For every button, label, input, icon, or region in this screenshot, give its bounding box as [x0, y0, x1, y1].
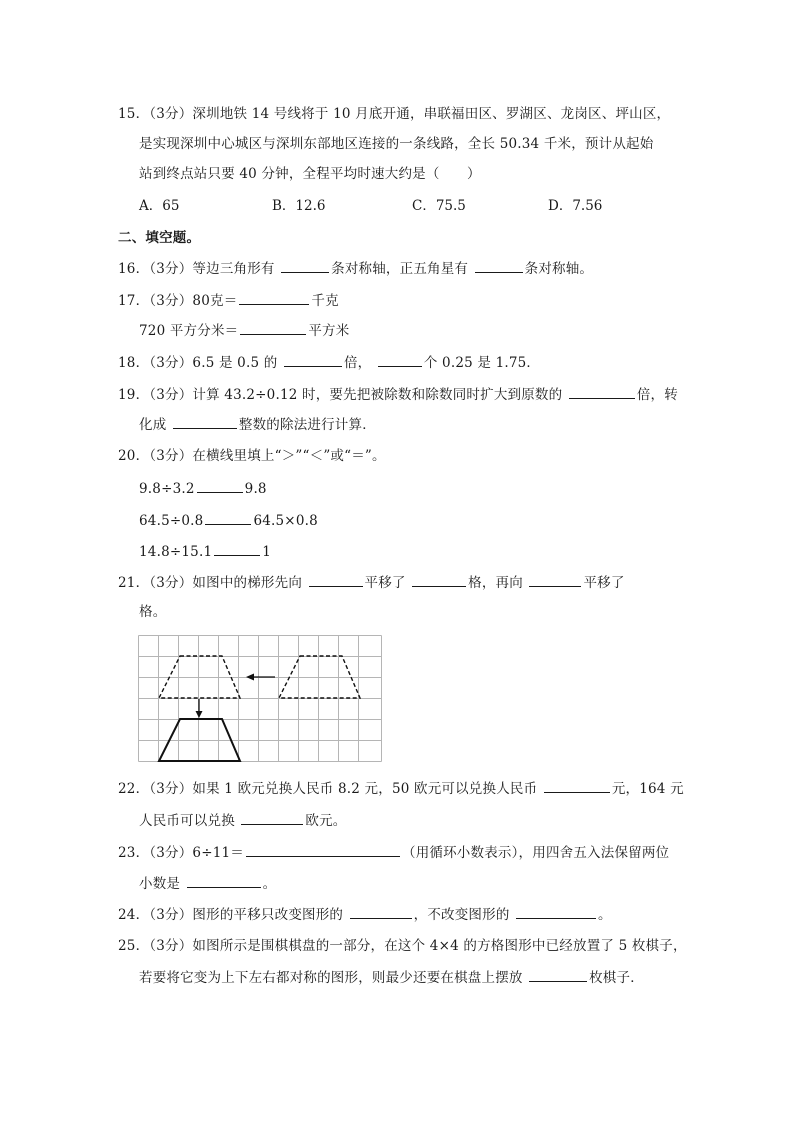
q24-blank-1[interactable]: [350, 904, 412, 919]
q20-row2-right: 64.5×0.8: [253, 513, 318, 529]
q20-blank-2[interactable]: [205, 510, 251, 525]
left-arrow-icon: [246, 674, 275, 681]
q17-blank-1[interactable]: [239, 290, 309, 305]
q21-text-c: 格，再向: [468, 575, 523, 591]
q22-text-d: 欧元。: [305, 813, 347, 829]
q24-text-a: 24．（3分）图形的平移只改变图形的: [118, 907, 344, 923]
q19-blank-2[interactable]: [173, 414, 237, 429]
q20-row3-right: 1: [262, 544, 272, 560]
q22-blank-1[interactable]: [544, 778, 610, 793]
q23-text-a: 23．（3分）6÷11＝: [118, 845, 244, 861]
q21-blank-1[interactable]: [309, 572, 363, 587]
q20-row2: [139, 510, 318, 531]
q22-text-c: 人民币可以兑换: [139, 813, 235, 829]
q15-option-c[interactable]: C．75.5: [412, 198, 466, 214]
q19-line1: [118, 384, 678, 405]
q20-row3-left: 14.8÷15.1: [139, 544, 213, 560]
q20-blank-3[interactable]: [214, 541, 260, 556]
q15-option-a[interactable]: A．65: [139, 198, 180, 214]
section-title-fill-in: 二、填空题。: [118, 230, 201, 246]
q19-text-c: 化成: [139, 417, 167, 433]
q24: [118, 904, 612, 925]
q24-text-b: ，不改变图形的: [413, 907, 510, 923]
q16: [118, 258, 593, 279]
down-arrow-icon: [196, 699, 203, 718]
q19-text-d: 整数的除法进行计算．: [238, 417, 376, 433]
q24-blank-2[interactable]: [516, 904, 596, 919]
q20-row1: [139, 478, 267, 499]
q17-text-a: 17．（3分）80克＝: [118, 293, 238, 309]
q18-blank-1[interactable]: [284, 352, 342, 367]
q17-line2: [139, 320, 349, 341]
q23-text-b: （用循环小数表示），用四舍五入法保留两位: [402, 845, 670, 861]
trapezoid-grid-figure: [138, 635, 382, 762]
q22-text-a: 22．（3分）如果 1 欧元兑换人民币 8.2 元，50 欧元可以兑换人民币: [118, 781, 538, 797]
q17-text-b: 千克: [311, 293, 339, 309]
q21-blank-3[interactable]: [529, 572, 581, 587]
q25-text-c: 枚棋子．: [589, 970, 644, 986]
q20-row2-left: 64.5÷0.8: [139, 513, 204, 529]
q17-text-c: 720 平方分米＝: [139, 323, 239, 339]
q25-line1: 25．（3分）如图所示是围棋棋盘的一部分，在这个 4×4 的方格图形中已经放置了 5 枚棋子，: [118, 938, 687, 954]
q18-text-b: 倍，: [343, 355, 372, 371]
q18-text-c: 个 0.25 是 1.75．: [423, 355, 541, 371]
q17-text-d: 平方米: [308, 323, 350, 339]
q21-text-d: 平移了: [583, 575, 625, 591]
q16-text-b: 条对称轴，正五角星有: [331, 261, 469, 277]
q15-line2: 是实现深圳中心城区与深圳东部地区连接的一条线路，全长 50.34 千米，预计从起始: [139, 136, 654, 152]
q15-option-d[interactable]: D．7.56: [548, 198, 603, 214]
q21-line1: [118, 572, 625, 593]
q19-line2: [139, 414, 376, 435]
q21-text-a: 21．（3分）如图中的梯形先向: [118, 575, 303, 591]
q16-blank-1[interactable]: [281, 258, 329, 273]
q18-blank-2[interactable]: [378, 352, 422, 367]
q23-line1: [118, 842, 669, 863]
q19-text-b: 倍，转: [636, 387, 678, 403]
q20-blank-1[interactable]: [197, 478, 243, 493]
q15-option-b[interactable]: B．12.6: [272, 198, 326, 214]
q22-line1: [118, 778, 684, 799]
q16-text-a: 16．（3分）等边三角形有: [118, 261, 275, 277]
q18-text-a: 18．（3分）6.5 是 0.5 的: [118, 355, 278, 371]
q17-line1: [118, 290, 339, 311]
q24-text-c: 。: [598, 907, 612, 923]
q23-text-c: 小数是: [139, 876, 181, 892]
q19-text-a: 19．（3分）计算 43.2÷0.12 时，要先把被除数和除数同时扩大到原数的: [118, 387, 563, 403]
q17-blank-2[interactable]: [240, 320, 306, 335]
q16-blank-2[interactable]: [475, 258, 523, 273]
q20-row1-right: 9.8: [244, 481, 267, 497]
q22-blank-2[interactable]: [241, 810, 303, 825]
q21-line2: 格。: [139, 604, 167, 620]
q22-line2: [139, 810, 347, 831]
q23-blank-2[interactable]: [187, 873, 261, 888]
q15-line3: 站到终点站只要 40 分钟，全程平均时速大约是（ ）: [139, 166, 481, 182]
q21-text-b: 平移了: [364, 575, 406, 591]
q22-text-b: 元，164 元: [611, 781, 684, 797]
q16-text-c: 条对称轴。: [524, 261, 594, 277]
q23-line2: [139, 873, 276, 894]
q15-line1: 15．（3分）深圳地铁 14 号线将于 10 月底开通，串联福田区、罗湖区、龙岗区、坪山区，: [118, 106, 671, 122]
q20-line1: 20．（3分）在横线里填上“＞”“＜”或“＝”。: [118, 448, 386, 464]
q25-line2: [139, 967, 644, 988]
q20-row3: [139, 541, 271, 562]
q20-row1-left: 9.8÷3.2: [139, 481, 195, 497]
q25-blank-1[interactable]: [529, 967, 587, 982]
q21-blank-2[interactable]: [412, 572, 466, 587]
q25-text-b: 若要将它变为上下左右都对称的图形，则最少还要在棋盘上摆放: [139, 970, 523, 986]
q23-text-d: 。: [262, 876, 277, 892]
q19-blank-1[interactable]: [569, 384, 635, 399]
q23-blank-1[interactable]: [246, 842, 400, 857]
q18: [118, 352, 540, 373]
